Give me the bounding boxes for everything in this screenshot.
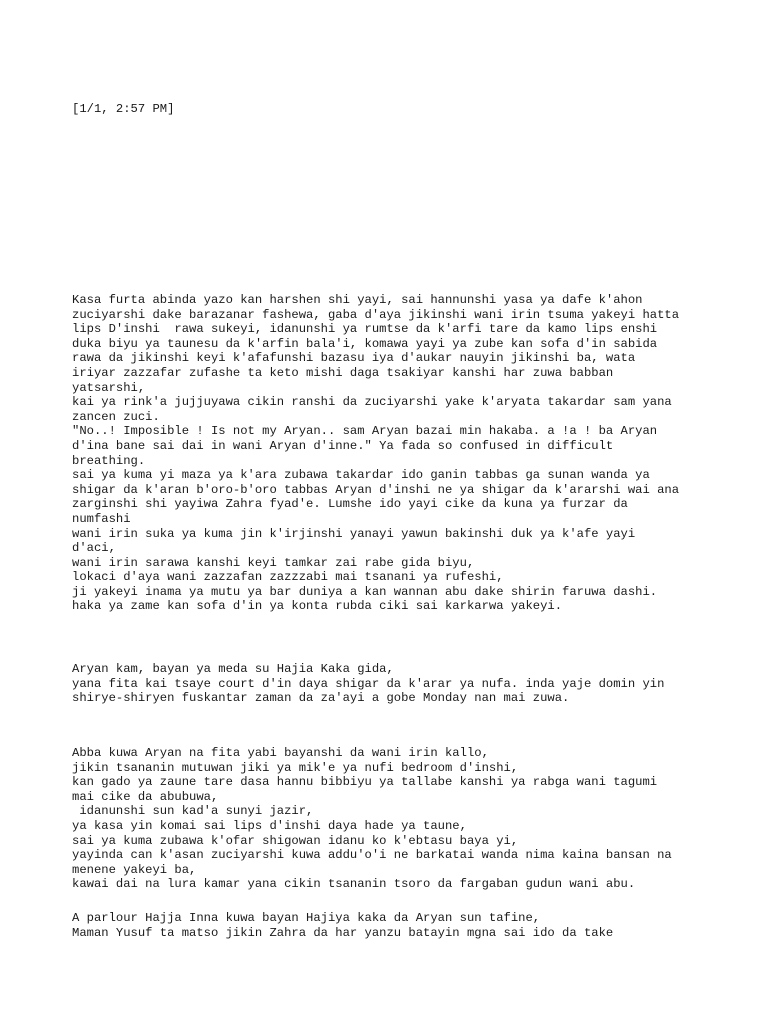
text-line: yana fita kai tsaye court d'in daya shigar da k'arar ya nufa. inda yaje domin yin (72, 676, 665, 691)
paragraph-3 (72, 746, 712, 892)
text-line: jikin tsananin mutuwan jiki ya mik'e ya nufi bedroom d'inshi, (72, 760, 519, 775)
text-line: menene yakeyi ba, (72, 862, 197, 877)
text-line: idanunshi sun kad'a sunyi jazir, (72, 804, 314, 819)
text-line: shirye-shiryen fuskantar zaman da za'ayi a gobe Monday nan mai zuwa. (72, 691, 570, 706)
text-line: iriyar zazzafar zufashe ta keto mishi daga tsakiyar kanshi har zuwa babban (72, 365, 614, 380)
text-line: A parlour Hajja Inna kuwa bayan Hajiya kaka da Aryan sun tafine, (72, 911, 541, 925)
text-line: "No..! Imposible ! Is not my Aryan.. sam Aryan bazai min hakaba. a !a ! ba Aryan (72, 424, 658, 439)
text-line: lips D'inshi rawa sukeyi, idanunshi ya rumtse da k'arfi tare da kamo lips enshi (72, 322, 658, 337)
paragraph-1 (72, 293, 712, 614)
text-line: zancen zuci. (72, 409, 160, 424)
text-line: zuciyarshi dake barazanar fashewa, gaba d'aya jikinshi wani irin tsuma yakeyi hatta (72, 307, 680, 322)
text-line: kan gado ya zaune tare dasa hannu bibbiyu ya tallabe kanshi ya rabga wani tagumi (72, 775, 658, 790)
text-line: kawai dai na lura kamar yana cikin tsananin tsoro da fargaban gudun wani abu. (72, 877, 636, 892)
timestamp-text: [1/1, 2:57 PM] (72, 102, 175, 117)
text-line: d'ina bane sai dai in wani Aryan d'inne." Ya fada so confused in difficult (72, 438, 614, 453)
text-line: rawa da jikinshi keyi k'afafunshi bazasu iya d'aukar nauyin jikinshi ba, wata (72, 351, 636, 366)
text-line: wani irin sarawa kanshi keyi tamkar zai rabe gida biyu, (72, 555, 475, 570)
text-line: kai ya rink'a jujjuyawa cikin ranshi da zuciyarshi yake k'aryata takardar sam yana (72, 395, 672, 410)
text-line: Kasa furta abinda yazo kan harshen shi yayi, sai hannunshi yasa ya dafe k'ahon (72, 293, 643, 307)
text-line: ji yakeyi inama ya mutu ya bar duniya a kan wannan abu dake shirin faruwa dashi. (72, 584, 658, 599)
text-line: mai cike da abubuwa, (72, 789, 219, 804)
text-line: breathing. (72, 453, 146, 468)
text-line: zarginshi shi yayiwa Zahra fyad'e. Lumshe ido yayi cike da kuna ya furzar da (72, 497, 628, 512)
text-line: duka biyu ya taunesu da k'arfin bala'i, komawa yayi ya zube kan sofa d'in sabida (72, 336, 658, 351)
text-line: shigar da k'aran b'oro-b'oro tabbas Aryan d'inshi ne ya shigar da k'ararshi wai ana (72, 482, 680, 497)
text-line: Maman Yusuf ta matso jikin Zahra da har yanzu batayin mgna sai ido da take (72, 925, 614, 940)
text-line: d'aci, (72, 541, 116, 556)
text-line: sai ya kuma yi maza ya k'ara zubawa takardar ido ganin tabbas ga sunan wanda ya (72, 468, 650, 483)
text-line: numfashi (72, 511, 131, 526)
paragraph-4 (72, 911, 712, 940)
text-line: yatsarshi, (72, 380, 146, 395)
text-line: Aryan kam, bayan ya meda su Hajia Kaka gida, (72, 662, 394, 676)
text-line: wani irin suka ya kuma jin k'irjinshi yanayi yawun bakinshi duk ya k'afe yayi (72, 526, 636, 541)
message-timestamp (72, 73, 712, 146)
text-line: Abba kuwa Aryan na fita yabi bayanshi da wani irin kallo, (72, 746, 489, 760)
text-line: sai ya kuma zubawa k'ofar shigowan idanu ko k'ebtasu baya yi, (72, 833, 519, 848)
document-page (72, 0, 712, 1024)
paragraph-2 (72, 662, 712, 706)
text-line: yayinda can k'asan zuciyarshi kuwa addu'o'i ne barkatai wanda nima kaina bansan na (72, 848, 672, 863)
text-line: ya kasa yin komai sai lips d'inshi daya hade ya taune, (72, 818, 467, 833)
text-line: lokaci d'aya wani zazzafan zazzzabi mai tsanani ya rufeshi, (72, 570, 504, 585)
text-line: haka ya zame kan sofa d'in ya konta rubda ciki sai karkarwa yakeyi. (72, 599, 563, 614)
